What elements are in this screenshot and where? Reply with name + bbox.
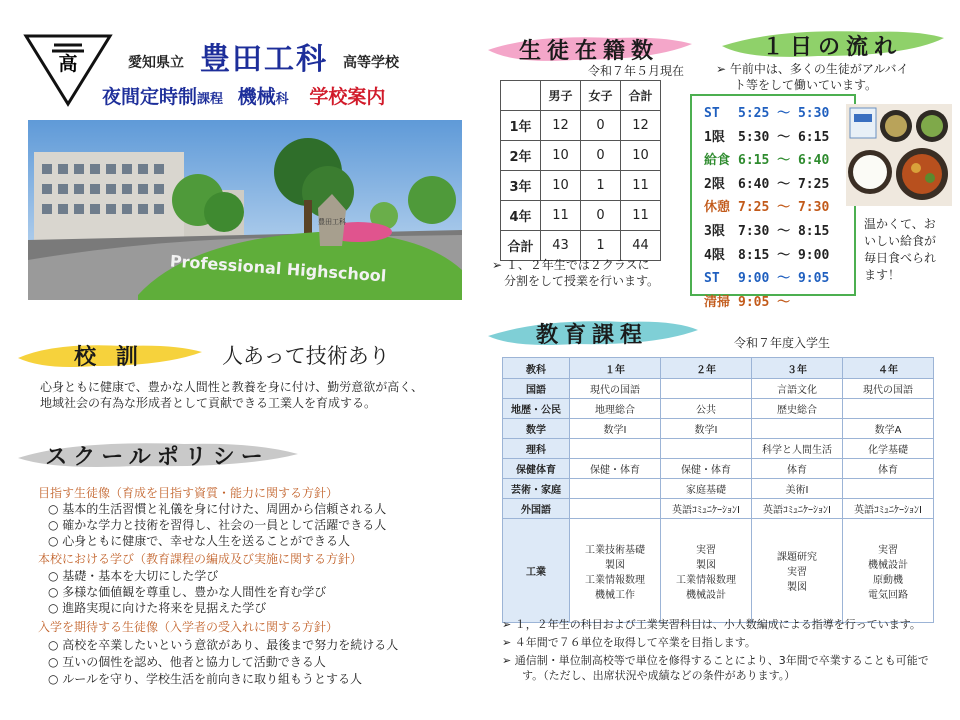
course-item: 製図	[605, 559, 625, 571]
column-header: 女子	[581, 81, 621, 111]
motto-text: 人あって技術あり	[222, 344, 390, 368]
table-cell	[661, 379, 752, 399]
table-cell: 家庭基礎	[661, 479, 752, 499]
schedule-row	[704, 291, 854, 315]
schedule-period-label: 4限	[704, 247, 725, 263]
table-corner	[501, 81, 541, 111]
subject-cell: 工業	[503, 519, 570, 623]
row-header: 合計	[501, 231, 541, 261]
policy-item: ○ 基本的生活習慣と礼儀を身に付けた、周囲から信頼される人	[48, 502, 387, 516]
enrollment-note-line-2: 分割をして授業を行います。	[504, 274, 660, 288]
table-cell: 数学Ⅰ	[661, 419, 752, 439]
table-row	[503, 358, 934, 379]
schedule-period-label: 休憩	[704, 200, 731, 216]
policy-item: ○ 心身ともに健康で、幸せな人生を送ることができる人	[48, 534, 351, 548]
table-row	[501, 171, 661, 201]
motto-description-line-1: 心身ともに健康で、豊かな人間性と教養を身に付け、勤労意欲が高く、	[40, 380, 424, 394]
column-header: ３年	[752, 358, 843, 379]
policy-heading-label: スクールポリシー	[45, 445, 269, 470]
policy-heading	[14, 436, 300, 470]
subject-cell: 地歴・公民	[503, 399, 570, 419]
table-row	[503, 499, 934, 519]
schedule-time: 6:40 ～ 7:25	[738, 176, 830, 192]
meal-caption-line: 毎日食べられ	[864, 251, 937, 265]
schedule-row	[704, 149, 854, 173]
course-item: 製図	[696, 559, 716, 571]
subject-cell: 国語	[503, 379, 570, 399]
motto-heading-label: 校 訓	[74, 345, 144, 370]
row-header: 1年	[501, 111, 541, 141]
course-item: 実習	[696, 544, 716, 556]
course-line	[102, 82, 385, 109]
schedule-time: 7:25 ～ 7:30	[738, 200, 830, 216]
school-meal-photo	[846, 104, 952, 206]
table-cell: 0	[581, 111, 621, 141]
course-item: 実習	[787, 567, 807, 578]
schedule-row	[704, 267, 854, 291]
enrollment-heading-label: 生徒在籍数	[518, 39, 659, 64]
table-cell: 10	[621, 141, 661, 171]
table-cell	[570, 519, 661, 623]
schedule-time: 9:00 ～ 9:05	[738, 271, 830, 287]
curriculum-note: す。（ただし、出席状況や成績などの条件があります。）	[522, 669, 796, 682]
table-cell	[570, 479, 661, 499]
schedule-intro-line-2: ト等をして働いています。	[734, 78, 878, 92]
subject-cell: 数学	[503, 419, 570, 439]
policy-item: ○ 基礎・基本を大切にした学び	[48, 569, 219, 583]
policy-item: ○ 高校を卒業したいという意欲があり、最後まで努力を続ける人	[48, 638, 399, 652]
table-cell: 10	[541, 171, 581, 201]
subject-cell: 外国語	[503, 499, 570, 519]
schedule-time: 5:30 ～ 6:15	[738, 129, 830, 145]
schedule-intro-line-1: ➢ 午前中は、多くの生徒がアルバイ	[716, 62, 909, 76]
column-header: １年	[570, 358, 661, 379]
table-cell: 保健・体育	[570, 459, 661, 479]
table-cell: 美術Ⅰ	[752, 479, 843, 499]
table-cell: 科学と人間生活	[752, 439, 843, 459]
table-row	[503, 519, 934, 623]
row-header: 3年	[501, 171, 541, 201]
schedule-time: 8:15 ～ 9:00	[738, 247, 830, 263]
schedule-period-label: 清掃	[704, 294, 731, 310]
table-cell: 歴史総合	[752, 399, 843, 419]
table-row	[501, 141, 661, 171]
table-cell	[570, 439, 661, 459]
schedule-period-label: 1限	[704, 129, 725, 145]
monument-text: 豊田工科	[318, 218, 346, 226]
table-row	[503, 419, 934, 439]
course-item: 電気回路	[868, 589, 908, 601]
course-suffix: 課程	[197, 92, 224, 107]
school-emblem	[22, 30, 114, 108]
curriculum-note: ➢ １，２年生の科目および工業実習科目は、小人数編成による指導を行っています。	[502, 618, 921, 631]
row-header: 4年	[501, 201, 541, 231]
curriculum-heading-label: 教育課程	[535, 323, 648, 348]
course-item: 実習	[878, 544, 898, 556]
policy-section-1-title: 目指す生徒像（育成を目指す資質・能力に関する方針）	[38, 486, 339, 500]
prefecture-label: 愛知県立	[128, 55, 184, 71]
table-cell: 44	[621, 231, 661, 261]
table-cell: 12	[541, 111, 581, 141]
schedule-row	[704, 220, 854, 244]
course-item: 製図	[787, 582, 807, 593]
motto-heading	[14, 336, 204, 370]
table-cell: 1	[581, 231, 621, 261]
column-header: ４年	[843, 358, 934, 379]
meal-caption-line: ます！	[864, 268, 901, 282]
course-item: 機械工作	[595, 589, 635, 601]
table-cell: 数学A	[843, 419, 934, 439]
table-cell: 11	[621, 171, 661, 201]
schedule-period-label: 2限	[704, 176, 725, 192]
table-cell: 地理総合	[570, 399, 661, 419]
schedule-row	[704, 196, 854, 220]
course-item: 工業情報数理	[585, 574, 645, 586]
policy-item: ○ 確かな学力と技術を習得し、社会の一員として活躍できる人	[48, 518, 387, 532]
meal-caption	[864, 216, 936, 284]
table-cell	[661, 439, 752, 459]
course-item: 機械設計	[686, 589, 726, 601]
policy-item: ○ ルールを守り、学校生活を前向きに取り組もうとする人	[48, 672, 363, 686]
table-cell	[752, 519, 843, 623]
table-row	[501, 111, 661, 141]
motto-description-line-2: 地域社会の有為な形成者として貢献できる工業人を育成する。	[40, 396, 377, 410]
enrollment-heading	[484, 30, 694, 64]
enrollment-note-line-1: ➢ １、２年生では２クラスに	[492, 258, 650, 272]
table-cell: 言語文化	[752, 379, 843, 399]
enrollment-as-of: 令和７年５月現在	[588, 64, 685, 78]
schedule-row	[704, 173, 854, 197]
policy-item: ○ 多様な価値観を尊重し、豊かな人間性を育む学び	[48, 585, 327, 599]
table-row	[503, 379, 934, 399]
department-name: 機械	[237, 86, 276, 108]
policy-section-2-title: 本校における学び（教育課程の編成及び実施に関する方針）	[38, 552, 363, 566]
schedule-period-label: 給食	[704, 153, 731, 169]
table-cell	[843, 479, 934, 499]
column-header: 教科	[503, 358, 570, 379]
curriculum-note: ➢ ４年間で７６単位を取得して卒業を目指します。	[502, 636, 756, 649]
schedule-heading	[718, 26, 946, 60]
schedule-row	[704, 244, 854, 268]
table-cell: 公共	[661, 399, 752, 419]
table-cell	[843, 399, 934, 419]
schedule-time: 9:05 ～	[738, 294, 791, 310]
doc-title: 学校案内	[309, 86, 386, 108]
emblem-text: 高	[58, 53, 78, 75]
table-cell: 保健・体育	[661, 459, 752, 479]
curriculum-table	[502, 357, 934, 623]
table-cell: 現代の国語	[570, 379, 661, 399]
table-row	[501, 201, 661, 231]
table-cell: 11	[621, 201, 661, 231]
subject-cell: 芸術・家庭	[503, 479, 570, 499]
table-row	[501, 81, 661, 111]
course-item: 原動機	[873, 574, 903, 586]
table-cell: 英語ｺﾐｭﾆｹｰｼｮﾝⅠ	[752, 499, 843, 519]
sign-text: Professional Highschool	[169, 251, 387, 286]
enrollment-table	[500, 80, 661, 261]
schedule-row	[704, 126, 854, 150]
subject-cell: 理科	[503, 439, 570, 459]
meal-caption-line: 温かくて、お	[864, 217, 936, 231]
row-header: 2年	[501, 141, 541, 171]
table-cell: 現代の国語	[843, 379, 934, 399]
table-cell: 43	[541, 231, 581, 261]
table-cell: 英語ｺﾐｭﾆｹｰｼｮﾝⅠ	[843, 499, 934, 519]
schedule-period-label: ST	[704, 271, 720, 287]
curriculum-heading	[484, 314, 700, 348]
subject-cell: 保健体育	[503, 459, 570, 479]
course-item: 工業技術基礎	[585, 544, 645, 556]
table-row	[503, 459, 934, 479]
table-row	[503, 399, 934, 419]
schedule-box	[690, 94, 856, 310]
school-name: 豊田工科	[200, 42, 328, 77]
column-header: 合計	[621, 81, 661, 111]
table-cell: 0	[581, 141, 621, 171]
table-cell: 体育	[843, 459, 934, 479]
table-cell	[843, 519, 934, 623]
schedule-period-label: ST	[704, 106, 720, 121]
policy-section-3-title: 入学を期待する生徒像（入学者の受入れに関する方針）	[38, 620, 339, 634]
schedule-time: 6:15 ～ 6:40	[738, 153, 830, 169]
curriculum-note: ➢ 通信制・単位制高校等で単位を修得することにより、3年間で卒業することも可能で	[502, 654, 929, 667]
policy-item: ○ 互いの個性を認め、他者と協力して活動できる人	[48, 655, 326, 669]
policy-item: ○ 進路実現に向けた将来を見据えた学び	[48, 601, 267, 615]
table-cell	[661, 519, 752, 623]
table-cell: 体育	[752, 459, 843, 479]
course-item: 機械設計	[868, 559, 908, 571]
curriculum-subtitle: 令和７年度入学生	[734, 336, 831, 350]
table-cell: 0	[581, 201, 621, 231]
course-item: 課題研究	[777, 552, 817, 563]
school-level: 高等学校	[343, 55, 399, 71]
column-header: 男子	[541, 81, 581, 111]
table-cell: 1	[581, 171, 621, 201]
department-suffix: 科	[275, 92, 289, 107]
table-cell: 12	[621, 111, 661, 141]
schedule-heading-label: １日の流れ	[761, 35, 902, 60]
schedule-row	[704, 102, 854, 126]
table-row	[503, 439, 934, 459]
table-cell: 数学Ⅰ	[570, 419, 661, 439]
table-cell: 化学基礎	[843, 439, 934, 459]
course-item: 工業情報数理	[676, 574, 736, 586]
table-cell	[570, 499, 661, 519]
schedule-period-label: 3限	[704, 223, 725, 239]
table-row	[503, 479, 934, 499]
table-cell: 11	[541, 201, 581, 231]
table-cell: 英語ｺﾐｭﾆｹｰｼｮﾝⅠ	[661, 499, 752, 519]
column-header: ２年	[661, 358, 752, 379]
school-photo	[28, 120, 462, 300]
course-name: 夜間定時制	[102, 86, 198, 108]
table-cell	[752, 419, 843, 439]
table-cell: 10	[541, 141, 581, 171]
meal-caption-line: いしい給食が	[864, 234, 937, 248]
schedule-time: 7:30 ～ 8:15	[738, 223, 830, 239]
schedule-time: 5:25 ～ 5:30	[738, 106, 830, 121]
